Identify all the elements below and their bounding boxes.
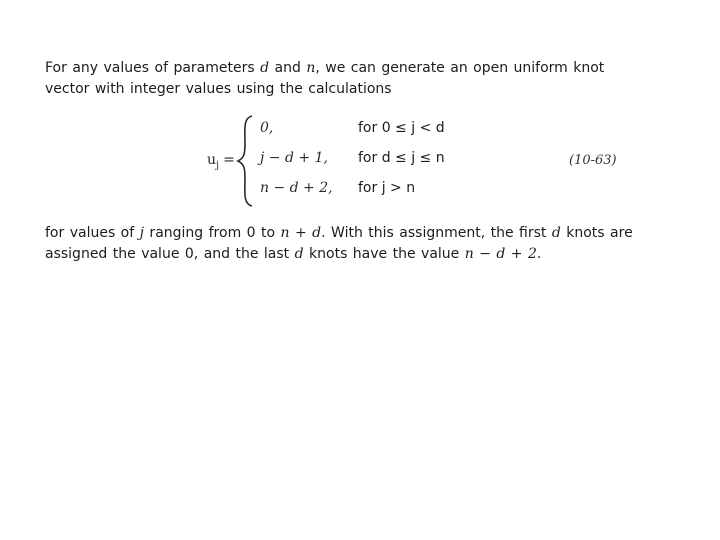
explain-text-3: . With this assignment, the first: [321, 225, 552, 241]
var-d-last: d: [294, 246, 304, 262]
equation-lhs: [207, 152, 235, 171]
left-brace-icon: [235, 114, 257, 208]
case-row: [260, 180, 640, 202]
case-expression: 0,: [260, 120, 274, 136]
var-d-first: d: [551, 225, 561, 241]
case-condition: for j > n: [358, 180, 416, 196]
intro-paragraph: [45, 58, 635, 100]
intro-text-3: , we can generate an open uniform knot vector with integer values using the calculations: [45, 60, 605, 97]
case-condition: for 0 ≤ j < d: [358, 120, 445, 136]
expr-final-value: n − d + 2: [464, 246, 537, 262]
intro-text-1: For any values of parameters: [45, 60, 261, 76]
expr-n-plus-d: n + d: [280, 225, 322, 241]
knot-vector-equation: [0, 112, 720, 212]
param-n: n: [306, 60, 316, 76]
equals-sign: =: [223, 152, 235, 168]
explain-text-6: .: [536, 246, 542, 262]
var-j: j: [139, 225, 144, 241]
case-row: [260, 120, 640, 142]
case-expression: n − d + 2,: [260, 180, 333, 196]
lhs-subscript: j: [216, 159, 220, 171]
case-expression: j − d + 1,: [260, 150, 328, 166]
explain-text-5: knots have the value: [303, 246, 465, 262]
explain-text-2: ranging from 0 to: [143, 225, 281, 241]
explain-text-1: for values of: [45, 225, 140, 241]
equation-number: (10-63): [569, 153, 617, 168]
lhs-variable: u: [207, 152, 217, 168]
explain-text-4: knots are assigned the value 0, and the last: [45, 225, 633, 262]
case-condition: for d ≤ j ≤ n: [358, 150, 445, 166]
intro-text-2: and: [269, 60, 307, 76]
explanation-paragraph: [45, 223, 635, 265]
param-d: d: [260, 60, 270, 76]
